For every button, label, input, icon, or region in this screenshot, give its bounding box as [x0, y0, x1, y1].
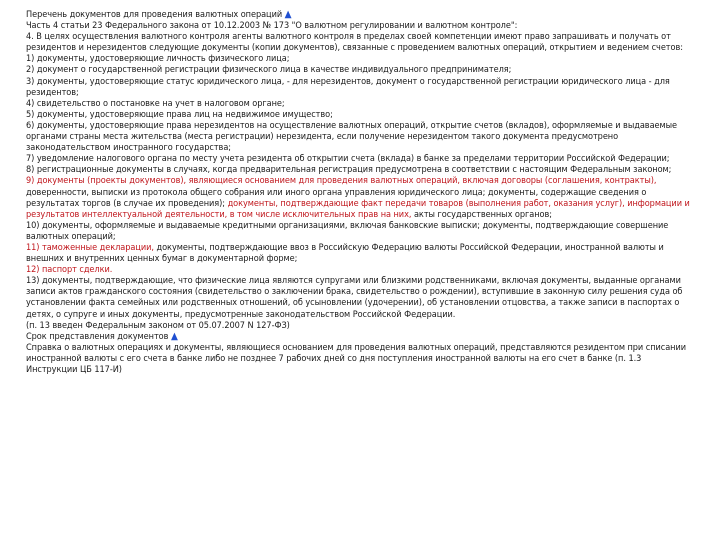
- amendment-note: (п. 13 введен Федеральным законом от 05.07.2007 N 127-ФЗ): [26, 320, 290, 331]
- deadline-title: Срок представления документов ▲: [26, 330, 178, 342]
- list-item-11: 11) таможенные декларации, документы, подтверждающие ввоз в Российскую Федерацию валюты Российской Федерации, иностранной валюты и внешних и внутренних ценных бумаг в документарной форме;: [26, 242, 664, 265]
- highlight-text: документы, подтверждающие факт передачи товаров (выполнения работ, оказания услуг), информации и результатов интеллектуальной деятельности, в том числе исключительных прав на них,: [26, 198, 690, 220]
- list-item-9: 9) документы (проекты документов), являющиеся основанием для проведения валютных операций, включая договоры (соглашения, контракты), доверенности, выписки из протокола общего собрания или иного органа управления юридического лица; документы, содержащие сведения о результатах торгов (в случае их проведения); документы, подтверждающие факт передачи товаров (выполнения работ, оказания услуг), информации и результатов интеллектуальной деятельности, в том числе исключительных прав на них, акты государственных органов;: [26, 176, 690, 220]
- list-item: 8) регистрационные документы в случаях, когда предварительная регистрация предусмотрена в соответствии с настоящим Федеральным законом;: [26, 165, 672, 176]
- intro-paragraph: 4. В целях осуществления валютного контроля агенты валютного контроля в пределах своей компетенции имеют право запрашивать и получать от резидентов и нерезидентов следующие документы (копии документов), связанные с проведением валютных операций, открытием и ведением счетов:: [26, 32, 683, 54]
- list-item: 1) документы, удостоверяющие личность физического лица;: [26, 54, 290, 65]
- list-item: 7) уведомление налогового органа по месту учета резидента об открытии счета (вклада) в банке за пределами территории Российской Федерации;: [26, 154, 670, 165]
- list-item: 10) документы, оформляемые и выдаваемые кредитными организациями, включая банковские выписки; документы, подтверждающие совершение валютных операций;: [26, 220, 669, 242]
- up-arrow-icon[interactable]: ▲: [284, 9, 292, 20]
- list-item: 6) документы, удостоверяющие права нерезидентов на осуществление валютных операций, открытие счетов (вкладов), оформляемые и выдаваемые органами страны места жительства (места регистрации) нерезидента, если получение нерезидентом такого документа предусмотрено законодательством иностранного государства;: [26, 120, 678, 154]
- list-item: 2) документ о государственной регистрации физического лица в качестве индивидуального предпринимателя;: [26, 65, 512, 76]
- list-item: 13) документы, подтверждающие, что физические лица являются супругами или близкими родственниками, включая документы, выданные органами записи актов гражданского состояния (свидетельство о заключении брака, свидетельство о рождении), вступившие в законную силу решения суда об установлении факта семейных или родственных отношений, об усыновлении (удочерении), об установлении отцовства, а также записи в паспортах о детях, о супруге и иных документы, предусмотренные законодательством Российской Федерации.: [26, 276, 683, 320]
- list-item: 4) свидетельство о постановке на учет в налоговом органе;: [26, 98, 285, 109]
- list-item-12: 12) паспорт сделки.: [26, 265, 113, 276]
- deadline-paragraph: Справка о валютных операциях и документы, являющиеся основанием для проведения валютных операций, представляются резидентом при списании иностранной валюты с его счета в банке либо не позднее 7 рабочих дней со дня поступления иностранной валюты на его счет в банке (п. 1.3 Инструкции ЦБ 117-И): [26, 342, 686, 375]
- list-item: 5) документы, удостоверяющие права лиц на недвижимое имущество;: [26, 109, 333, 120]
- up-arrow-icon[interactable]: ▲: [170, 330, 178, 342]
- highlight-text: 9) документы (проекты документов), являющиеся основанием для проведения валютных операций, включая договоры (соглашения, контракты),: [26, 176, 657, 187]
- list-item: 3) документы, удостоверяющие статус юридического лица, - для нерезидентов, документ о государственной регистрации юридического лица - для резидентов;: [26, 76, 670, 98]
- document-page: [26, 10, 694, 376]
- document-title: Перечень документов для проведения валютных операций ▲: [26, 9, 292, 20]
- highlight-text: 11) таможенные декларации,: [26, 242, 154, 253]
- law-reference: Часть 4 статьи 23 Федерального закона от 10.12.2003 № 173 "О валютном регулировании и валютном контроле":: [26, 21, 518, 32]
